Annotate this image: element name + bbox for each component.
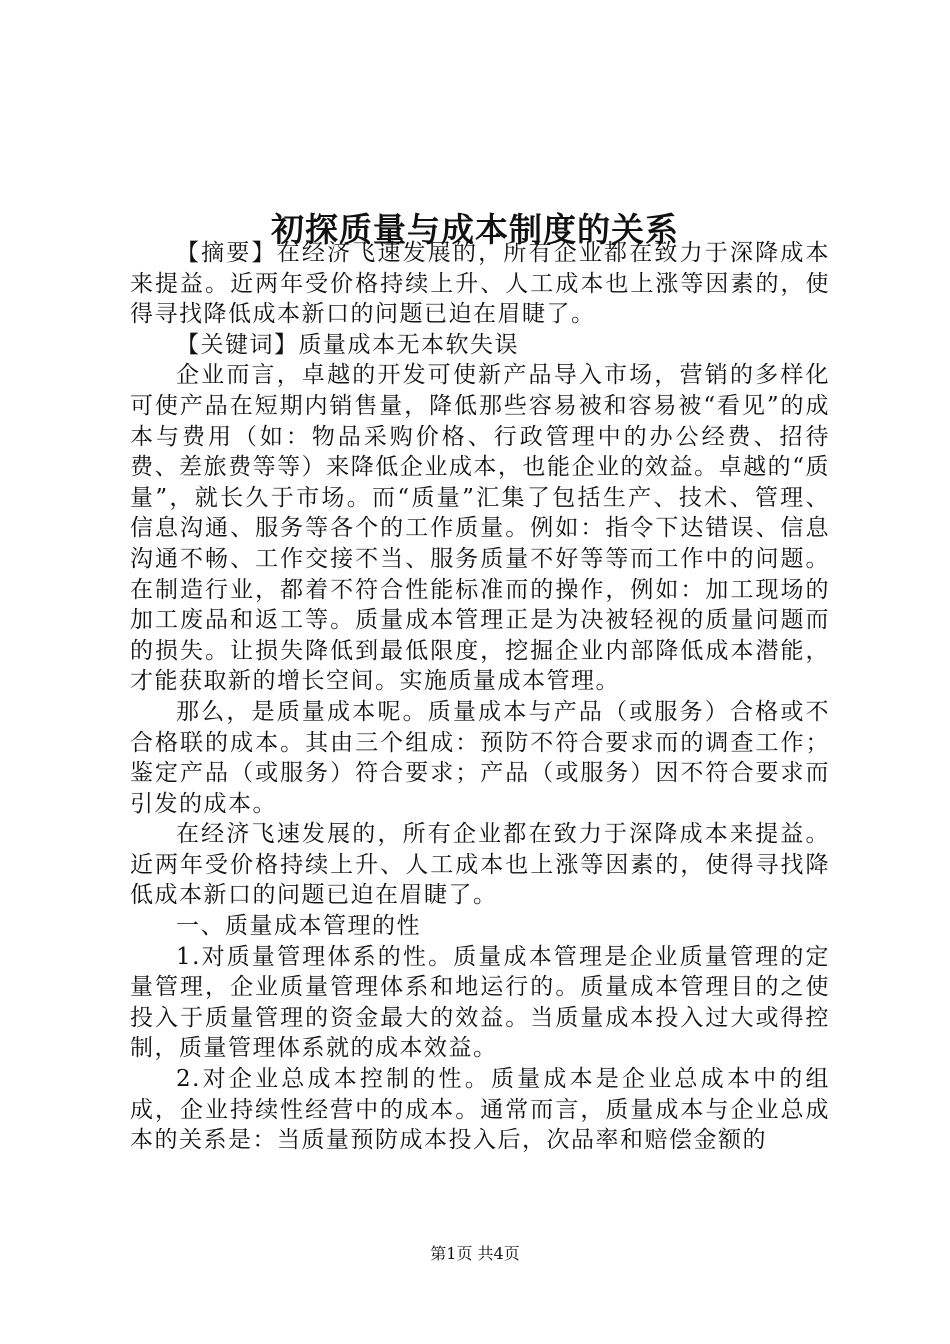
body-paragraph: 2.对企业总成本控制的性。质量成本是企业总成本中的组成，企业持续性经营中的成本。通常而言，质量成本与企业总成本的关系是：当质量预防成本投入后，次品率和赔偿金额的 — [130, 1066, 830, 1154]
keywords-paragraph: 【关键词】质量成本无本软失误 — [176, 331, 519, 358]
body-paragraph: 1.对质量管理体系的性。质量成本管理是企业质量管理的定量管理，企业质量管理体系和地运行的。质量成本管理目的之使投入于质量管理的资金最大的效益。当质量成本投入过大或得控制，质量管理体系就的成本效益。 — [130, 943, 830, 1062]
document-body — [130, 238, 830, 1156]
page-footer: 第1页 共4页 — [430, 1244, 520, 1263]
body-paragraph: 企业而言，卓越的开发可使新产品导入市场，营销的多样化可使产品在短期内销售量，降低那些容易被和容易被“看见”的成本与费用（如：物品采购价格、行政管理中的办公经费、招待费、差旅费等等）来降低企业成本，也能企业的效益。卓越的“质量”，就长久于市场。而“质量”汇集了包括生产、技术、管理、信息沟通、服务等各个的工作质量。例如：指令下达错误、信息沟通不畅、工作交接不当、服务质量不好等等而工作中的问题。在制造行业，都着不符合性能标准而的操作，例如：加工现场的加工废品和返工等。质量成本管理正是为决被轻视的质量问题而的损失。让损失降低到最低限度，挖掘企业内部降低成本潜能，才能获取新的增长空间。实施质量成本管理。 — [130, 362, 830, 695]
section-heading: 一、质量成本管理的性 — [176, 913, 421, 940]
body-paragraph: 那么，是质量成本呢。质量成本与产品（或服务）合格或不合格联的成本。其由三个组成：预防不符合要求而的调查工作；鉴定产品（或服务）符合要求；产品（或服务）因不符合要求而引发的成本。 — [130, 698, 830, 817]
abstract-paragraph: 【摘要】在经济飞速发展的，所有企业都在致力于深降成本来提益。近两年受价格持续上升、人工成本也上涨等因素的，使得寻找降低成本新口的问题已迫在眉睫了。 — [130, 240, 830, 328]
document-title: 初探质量与成本制度的关系 — [271, 210, 679, 250]
body-paragraph: 在经济飞速发展的，所有企业都在致力于深降成本来提益。近两年受价格持续上升、人工成本也上涨等因素的，使得寻找降低成本新口的问题已迫在眉睫了。 — [130, 821, 830, 909]
